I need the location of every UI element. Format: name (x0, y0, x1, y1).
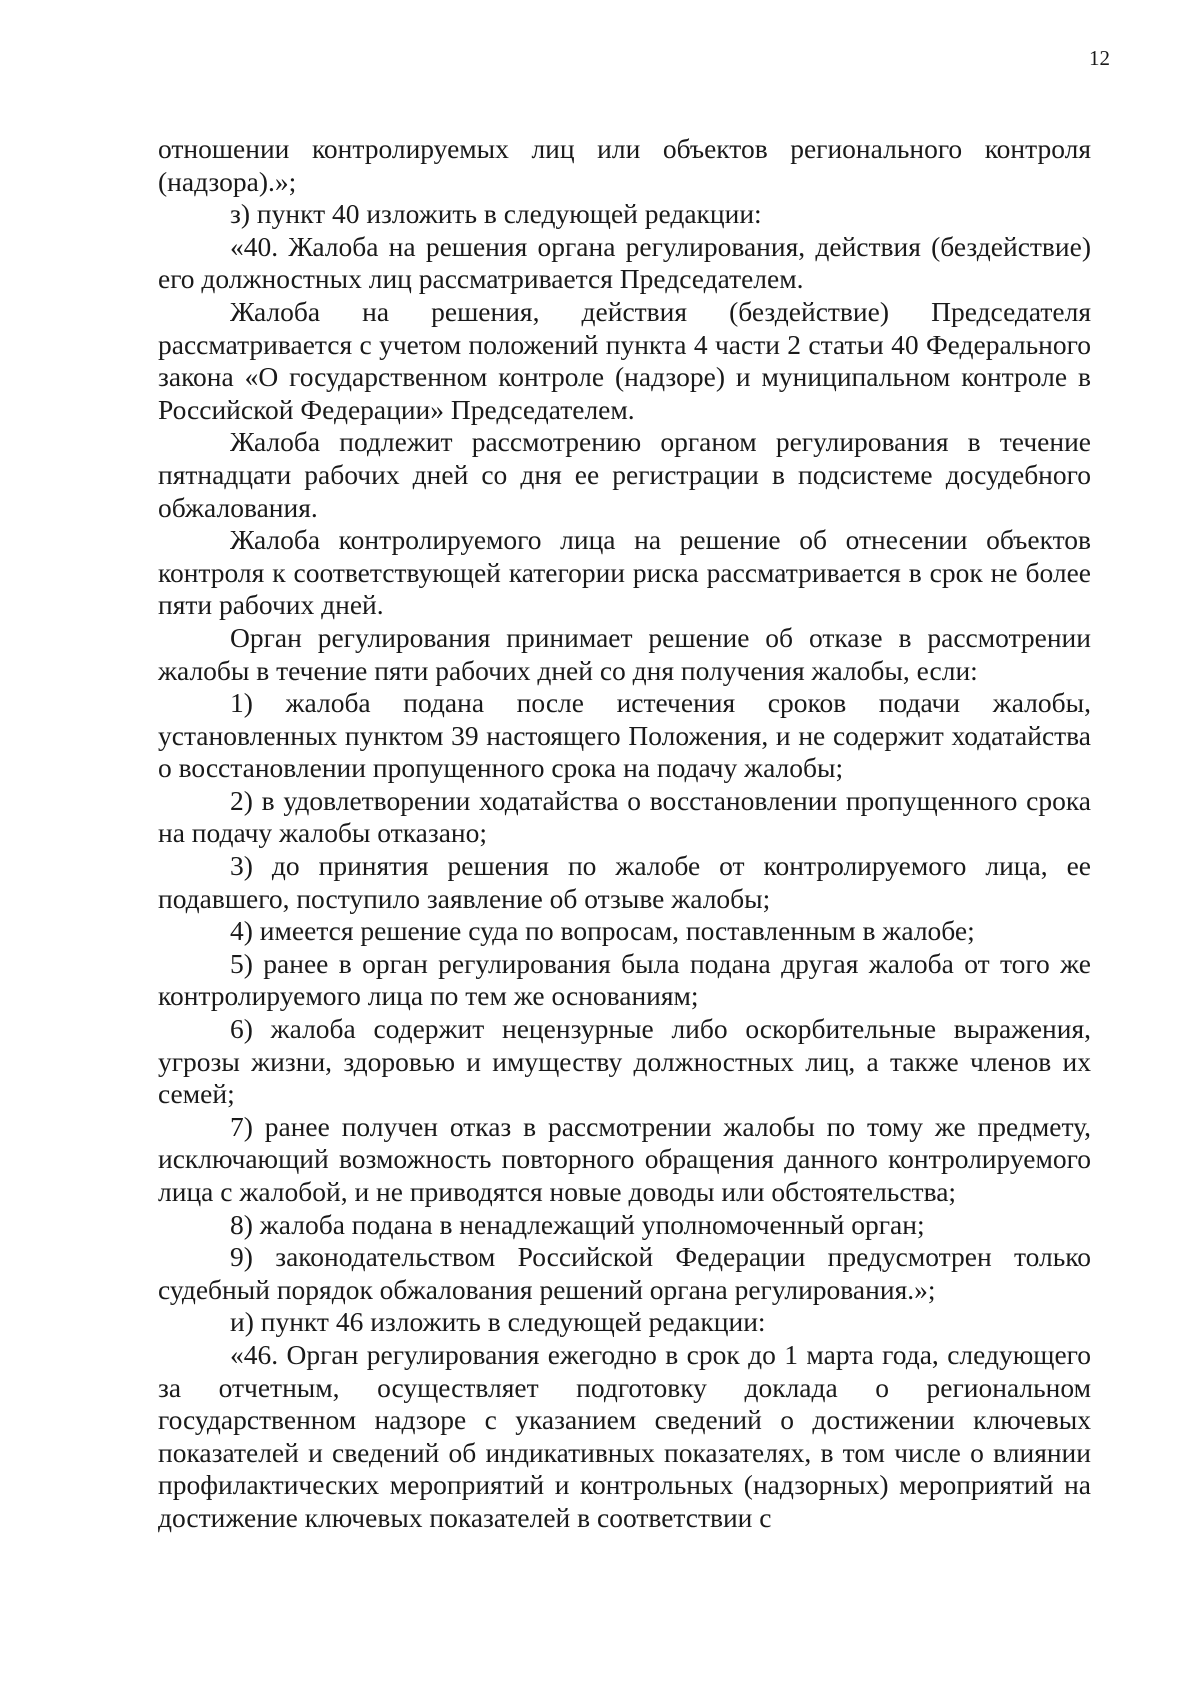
list-item-4: 4) имеется решение суда по вопросам, поставленным в жалобе; (230, 915, 975, 947)
list-item-7: 7) ранее получен отказ в рассмотрении жалобы по тому же предмету, исключающий возможность повторного обращения данного контролируемого лица с жалобой, и не приводятся новые доводы или обстоятельства; (158, 1110, 1091, 1207)
list-item-1: 1) жалоба подана после истечения сроков подачи жалобы, установленных пунктом 39 настоящего Положения, и не содержит ходатайства о восстановлении пропущенного срока на подачу жалобы; (158, 687, 1091, 784)
paragraph-continuation: отношении контролируемых лиц или объектов регионального контроля (надзора).»; (158, 133, 1091, 197)
paragraph-item-46: «46. Орган регулирования ежегодно в срок до 1 марта года, следующего за отчетным, осуществляет подготовку доклада о региональном государственном надзоре с указанием сведений о достижении ключевых показателей и сведений об индикативных показателях, в том числе о влиянии профилактических мероприятий и контрольных (надзорных) мероприятий на достижение ключевых показателей в соответствии с (158, 1338, 1091, 1533)
list-item-3: 3) до принятия решения по жалобе от контролируемого лица, ее подавшего, поступило заявление об отзыве жалобы; (158, 850, 1091, 914)
paragraph-amendment-i: и) пункт 46 изложить в следующей редакции: (230, 1306, 766, 1338)
paragraph-review-term: Жалоба подлежит рассмотрению органом регулирования в течение пятнадцати рабочих дней со дня ее регистрации в подсистеме досудебного обжалования. (158, 426, 1091, 523)
list-item-5: 5) ранее в орган регулирования была подана другая жалоба от того же контролируемого лица по тем же основаниям; (158, 947, 1091, 1012)
list-item-6: 6) жалоба содержит нецензурные либо оскорбительные выражения, угрозы жизни, здоровью и имуществу должностных лиц, а также членов их семей; (158, 1013, 1091, 1110)
page-number: 12 (1089, 46, 1110, 70)
list-item-8: 8) жалоба подана в ненадлежащий уполномоченный орган; (230, 1208, 925, 1240)
list-item-2: 2) в удовлетворении ходатайства о восстановлении пропущенного срока на подачу жалобы отказано; (158, 784, 1091, 849)
paragraph-refusal-intro: Орган регулирования принимает решение об отказе в рассмотрении жалобы в течение пяти рабочих дней со дня получения жалобы, если: (158, 621, 1091, 686)
paragraph-complaint-chairman: Жалоба на решения, действия (бездействие) Председателя рассматривается с учетом положений пункта 4 части 2 статьи 40 Федерального закона «О государственном контроле (надзоре) и муниципальном контроле в Российской Федерации» Председателем. (158, 295, 1091, 425)
list-item-9: 9) законодательством Российской Федерации предусмотрен только судебный порядок обжалования решений органа регулирования.»; (158, 1241, 1091, 1305)
paragraph-amendment-z: з) пункт 40 изложить в следующей редакции: (230, 198, 762, 230)
paragraph-risk-category: Жалоба контролируемого лица на решение об отнесении объектов контроля к соответствующей категории риска рассматривается в срок не более пяти рабочих дней. (158, 524, 1091, 621)
document-body (158, 133, 1091, 1535)
paragraph-item-40: «40. Жалоба на решения органа регулирования, действия (бездействие) его должностных лиц рассматривается Председателем. (158, 230, 1091, 295)
